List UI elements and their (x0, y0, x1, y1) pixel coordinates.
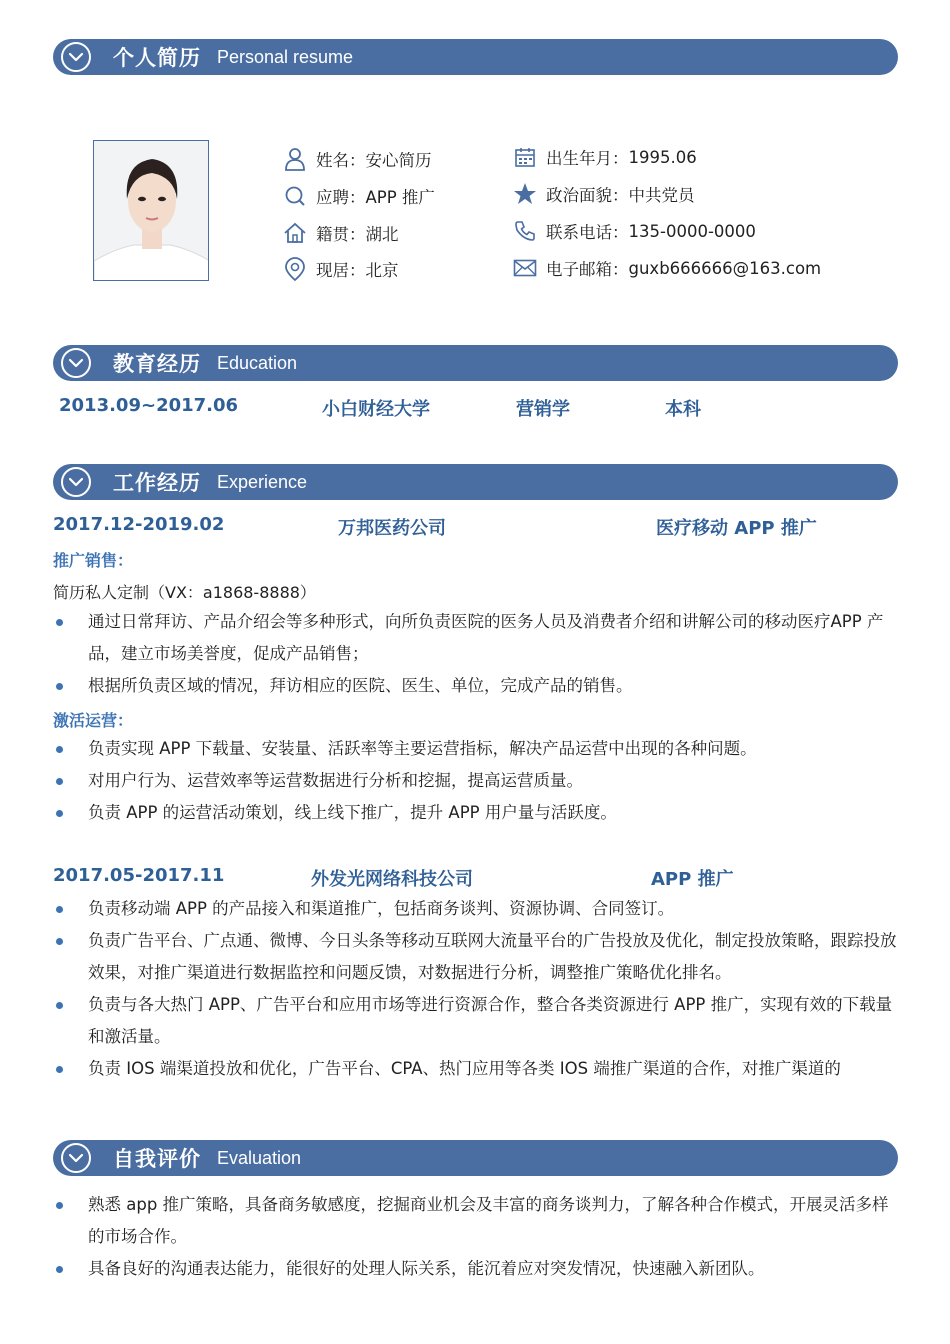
phone-icon (512, 218, 538, 244)
info-value: 湖北 (365, 225, 399, 244)
star-icon (512, 181, 538, 207)
info-label: 政治面貌： (546, 186, 629, 205)
info-label: 现居： (316, 261, 366, 280)
section-title: 个人简历 (113, 46, 201, 70)
mail-icon (512, 255, 538, 281)
section-subtitle: Experience (217, 471, 308, 492)
list-item: 负责实现 APP 下载量、安装量、活跃率等主要运营指标，解决产品运营中出现的各种问题。 (53, 733, 898, 765)
search-icon (282, 183, 308, 209)
calendar-icon (512, 144, 538, 170)
list-item: 负责移动端 APP 的产品接入和渠道推广，包括商务谈判、资源协调、合同签订。 (53, 893, 898, 925)
job-company: 外发光网络科技公司 (311, 869, 473, 890)
chevron-down-icon (61, 42, 91, 72)
job-position: 医疗移动 APP 推广 (656, 518, 817, 539)
list-item: 负责 APP 的运营活动策划，线上线下推广，提升 APP 用户量与活跃度。 (53, 797, 898, 829)
job-period: 2017.12-2019.02 (53, 514, 225, 535)
info-birth (512, 144, 697, 170)
job-subheading: 激活运营： (53, 711, 134, 730)
info-politics (512, 181, 695, 207)
info-phone (512, 218, 756, 244)
chevron-down-icon (61, 1143, 91, 1173)
edu-period: 2013.09~2017.06 (59, 395, 239, 416)
info-value: 1995.06 (628, 147, 697, 167)
section-header-personal (53, 39, 898, 75)
info-value: 北京 (365, 261, 399, 280)
info-value: APP 推广 (365, 188, 435, 207)
info-value: 中共党员 (628, 186, 695, 205)
info-label: 出生年月： (546, 149, 629, 168)
info-email (512, 255, 821, 281)
user-icon (282, 146, 308, 172)
section-header-education (53, 345, 898, 381)
location-icon (282, 256, 308, 282)
section-title: 自我评价 (113, 1147, 201, 1171)
info-value: guxb666666@163.com (628, 258, 822, 278)
section-subtitle: Education (217, 352, 298, 373)
info-value: 135-0000-0000 (628, 221, 756, 241)
chevron-down-icon (61, 467, 91, 497)
info-name (282, 146, 432, 172)
info-label: 籍贯： (316, 225, 366, 244)
job-position: APP 推广 (651, 869, 734, 890)
list-item: 根据所负责区域的情况，拜访相应的医院、医生、单位，完成产品的销售。 (53, 670, 898, 702)
list-item: 具备良好的沟通表达能力，能很好的处理人际关系，能沉着应对突发情况，快速融入新团队。 (53, 1253, 898, 1285)
section-subtitle: Evaluation (217, 1147, 302, 1168)
info-label: 姓名： (316, 151, 366, 170)
info-value: 安心简历 (365, 151, 432, 170)
info-residence (282, 256, 399, 282)
home-icon (282, 220, 308, 246)
section-title: 工作经历 (113, 471, 201, 495)
info-label: 联系电话： (546, 223, 629, 242)
info-job (282, 183, 435, 209)
chevron-down-icon (61, 348, 91, 378)
job-note: 简历私人定制（VX：a1868-8888） (53, 583, 316, 602)
info-label: 电子邮箱： (546, 260, 629, 279)
profile-photo (93, 140, 209, 281)
edu-degree: 本科 (665, 399, 701, 420)
section-header-evaluation (53, 1140, 898, 1176)
list-item: 负责与各大热门 APP、广告平台和应用市场等进行资源合作，整合各类资源进行 APP 推广，实现有效的下载量和激活量。 (53, 989, 898, 1053)
section-title: 教育经历 (113, 352, 201, 376)
edu-school: 小白财经大学 (322, 399, 430, 420)
list-item: 通过日常拜访、产品介绍会等多种形式，向所负责医院的医务人员及消费者介绍和讲解公司的移动医疗APP 产品，建立市场美誉度，促成产品销售； (53, 606, 898, 670)
section-header-experience (53, 464, 898, 500)
job-period: 2017.05-2017.11 (53, 865, 225, 886)
info-label: 应聘： (316, 188, 366, 207)
section-subtitle: Personal resume (217, 46, 354, 67)
edu-major: 营销学 (516, 399, 570, 420)
list-item: 负责 IOS 端渠道投放和优化，广告平台、CPA、热门应用等各类 IOS 端推广渠道的合作，对推广渠道的 (53, 1053, 898, 1085)
info-origin (282, 220, 399, 246)
list-item: 对用户行为、运营效率等运营数据进行分析和挖掘，提高运营质量。 (53, 765, 898, 797)
job-subheading: 推广销售： (53, 551, 134, 570)
job-company: 万邦医药公司 (338, 518, 446, 539)
list-item: 熟悉 app 推广策略，具备商务敏感度，挖掘商业机会及丰富的商务谈判力，了解各种合作模式，开展灵活多样的市场合作。 (53, 1189, 898, 1253)
list-item: 负责广告平台、广点通、微博、今日头条等移动互联网大流量平台的广告投放及优化，制定投放策略，跟踪投放效果，对推广渠道进行数据监控和问题反馈，对数据进行分析，调整推广策略优化排名。 (53, 925, 898, 989)
